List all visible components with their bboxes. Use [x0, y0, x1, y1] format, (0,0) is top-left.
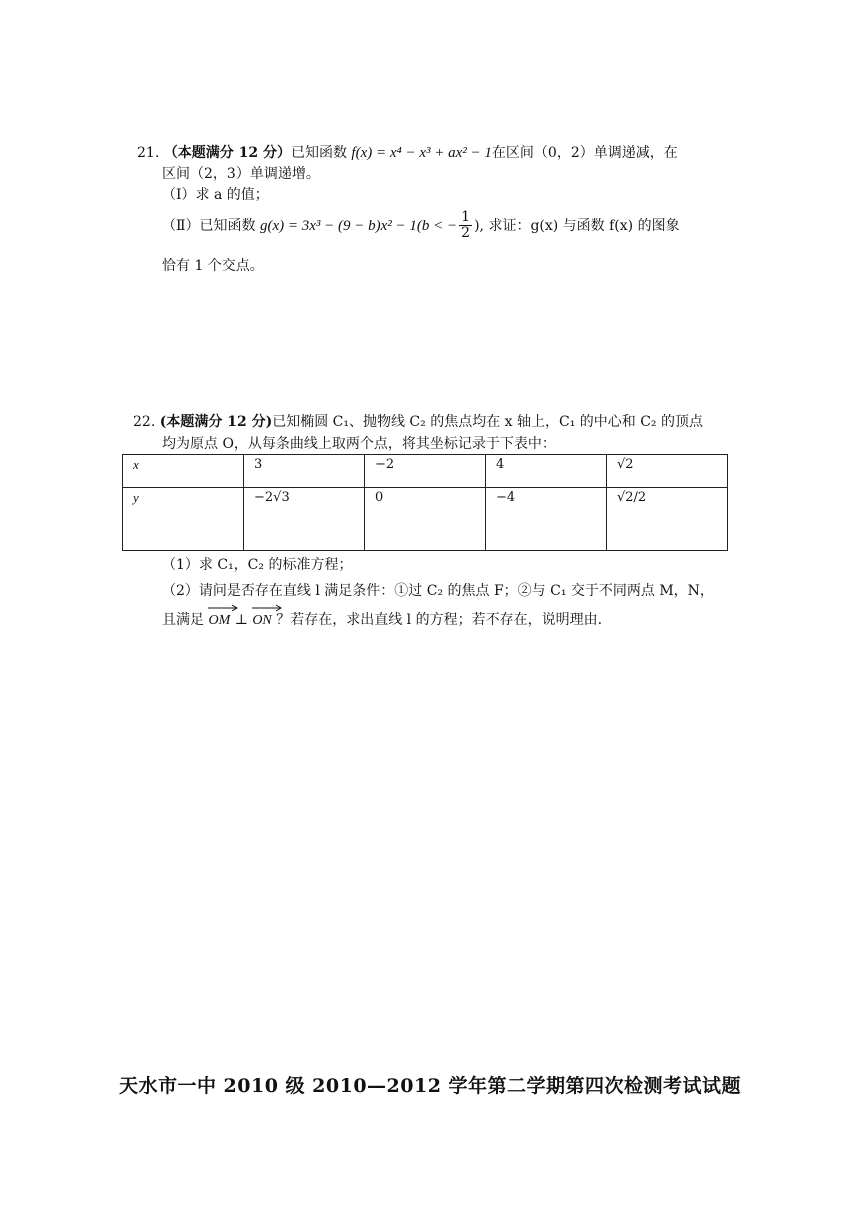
q21-part1-text: 求 a 的值；	[195, 187, 269, 203]
q21-part2	[162, 210, 680, 242]
q21-part2-tail: ), 求证：g(x) 与函数 f(x) 的图象	[474, 217, 680, 234]
q22-part1: （1）求 C₁，C₂ 的标准方程；	[162, 557, 353, 573]
table-cell: −2	[365, 455, 486, 488]
q21-part2-label: （Ⅱ）	[162, 217, 200, 234]
q22-part3-suffix: ？若存在，求出直线 l 的方程；若不存在，说明理由.	[276, 612, 603, 628]
table-cell: 3	[244, 455, 365, 488]
table-cell: √2/2	[607, 488, 728, 551]
q21-intro: 已知函数	[290, 145, 347, 161]
q21-number: 21.	[137, 145, 160, 161]
table-cell: √2	[607, 455, 728, 488]
q22-part2: （2）请问是否存在直线 l 满足条件：①过 C₂ 的焦点 F；②与 C₁ 交于不同两点 M，N，	[162, 583, 714, 599]
table-row-y	[123, 488, 728, 551]
q21-fraction	[459, 210, 472, 242]
q22-number: 22.	[133, 414, 156, 430]
q22-score: (本题满分 12 分)	[159, 414, 273, 430]
q21-part1	[162, 187, 269, 204]
q21-continuation: 在区间（0，2）单调递减，在	[491, 145, 678, 161]
table-cell: y	[123, 488, 244, 551]
q21-fraction-numerator: 1	[461, 209, 471, 225]
table-cell: 0	[365, 488, 486, 551]
q21-part1-label: （Ⅰ）	[162, 187, 196, 203]
q22-part3-prefix: 且满足	[162, 612, 204, 628]
table-row-x	[123, 455, 728, 488]
q21-function-g: g(x) = 3x³ − (9 − b)x² − 1(b < −	[259, 217, 458, 234]
vector-arrow-icon	[252, 604, 282, 612]
vector-om-label: OM	[208, 613, 231, 628]
exam-title: 天水市一中 2010 级 2010—2012 学年第二学期第四次检测考试试题	[118, 1075, 742, 1097]
q22-line2: 均为原点 O，从每条曲线上取两个点，将其坐标记录于下表中：	[162, 436, 556, 452]
q21-line2: 区间（2，3）单调递增。	[162, 166, 320, 182]
vector-om	[208, 613, 230, 630]
q22-part3	[162, 612, 602, 630]
perpendicular-symbol: ⊥	[234, 612, 248, 628]
vector-on	[252, 613, 271, 630]
q21-score: （本题满分 12 分）	[163, 145, 291, 161]
table-cell: x	[123, 455, 244, 488]
q21-fraction-denominator: 2	[461, 225, 471, 242]
q21-line1	[137, 144, 678, 162]
q21-function-f: f(x) = x⁴ − x³ + ax² − 1	[351, 145, 492, 161]
table-cell: −2√3	[244, 488, 365, 551]
vector-on-label: ON	[252, 613, 272, 628]
q21-last-line: 恰有 1 个交点。	[162, 258, 264, 274]
coordinates-table	[122, 454, 728, 551]
q22-intro: 已知椭圆 C₁、抛物线 C₂ 的焦点均在 x 轴上，C₁ 的中心和 C₂ 的顶点	[272, 414, 703, 430]
vector-arrow-icon	[208, 604, 238, 612]
q21-part2-intro: 已知函数	[199, 217, 256, 234]
table-cell: 4	[486, 455, 607, 488]
q22-line1	[133, 414, 703, 431]
table-cell: −4	[486, 488, 607, 551]
